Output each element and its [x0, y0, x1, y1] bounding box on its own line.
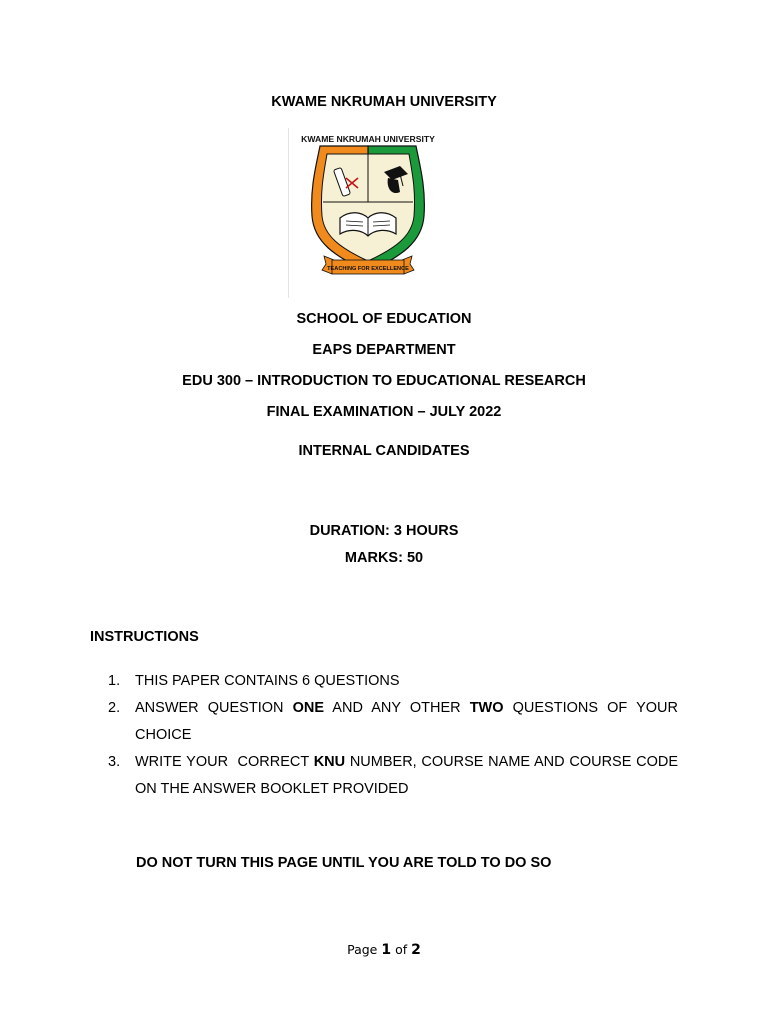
list-item-number: 3.	[108, 754, 121, 770]
page-footer	[0, 942, 768, 958]
list-item	[108, 749, 683, 803]
page-total: 2	[411, 942, 421, 958]
list-item-number: 2.	[108, 700, 121, 716]
duration-label: DURATION: 3 HOURS	[309, 523, 459, 539]
list-item-text: THIS PAPER CONTAINS 6 QUESTIONS	[135, 673, 400, 689]
exam-title: FINAL EXAMINATION – JULY 2022	[266, 404, 502, 420]
marks-label: MARKS: 50	[344, 550, 424, 566]
list-item	[108, 695, 678, 749]
page-word: Page	[347, 942, 378, 957]
list-item	[108, 668, 678, 695]
university-crest-logo	[288, 126, 448, 298]
candidates-label: INTERNAL CANDIDATES	[298, 443, 470, 459]
school-name: SCHOOL OF EDUCATION	[296, 311, 472, 327]
instructions-heading: INSTRUCTIONS	[90, 629, 199, 645]
instructions-list	[108, 668, 683, 803]
university-name: KWAME NKRUMAH UNIVERSITY	[271, 94, 497, 110]
department-name: EAPS DEPARTMENT	[312, 342, 456, 358]
crest-top-text: KWAME NKRUMAH UNIVERSITY	[301, 134, 435, 144]
list-item-number: 1.	[108, 673, 121, 689]
page-current: 1	[381, 942, 392, 958]
page-of-word: of	[395, 942, 408, 957]
list-item-text: ANSWER QUESTION ONE AND ANY OTHER TWO QUESTIONS OF YOUR CHOICE	[135, 700, 678, 743]
course-title: EDU 300 – INTRODUCTION TO EDUCATIONAL RESEARCH	[182, 373, 586, 389]
list-item-text: WRITE YOUR CORRECT KNU NUMBER, COURSE NAME AND COURSE CODE ON THE ANSWER BOOKLET PROVIDED	[135, 754, 683, 797]
warning-notice: DO NOT TURN THIS PAGE UNTIL YOU ARE TOLD TO DO SO	[136, 855, 552, 871]
crest-motto: TEACHING FOR EXCELLENCE	[327, 266, 409, 272]
